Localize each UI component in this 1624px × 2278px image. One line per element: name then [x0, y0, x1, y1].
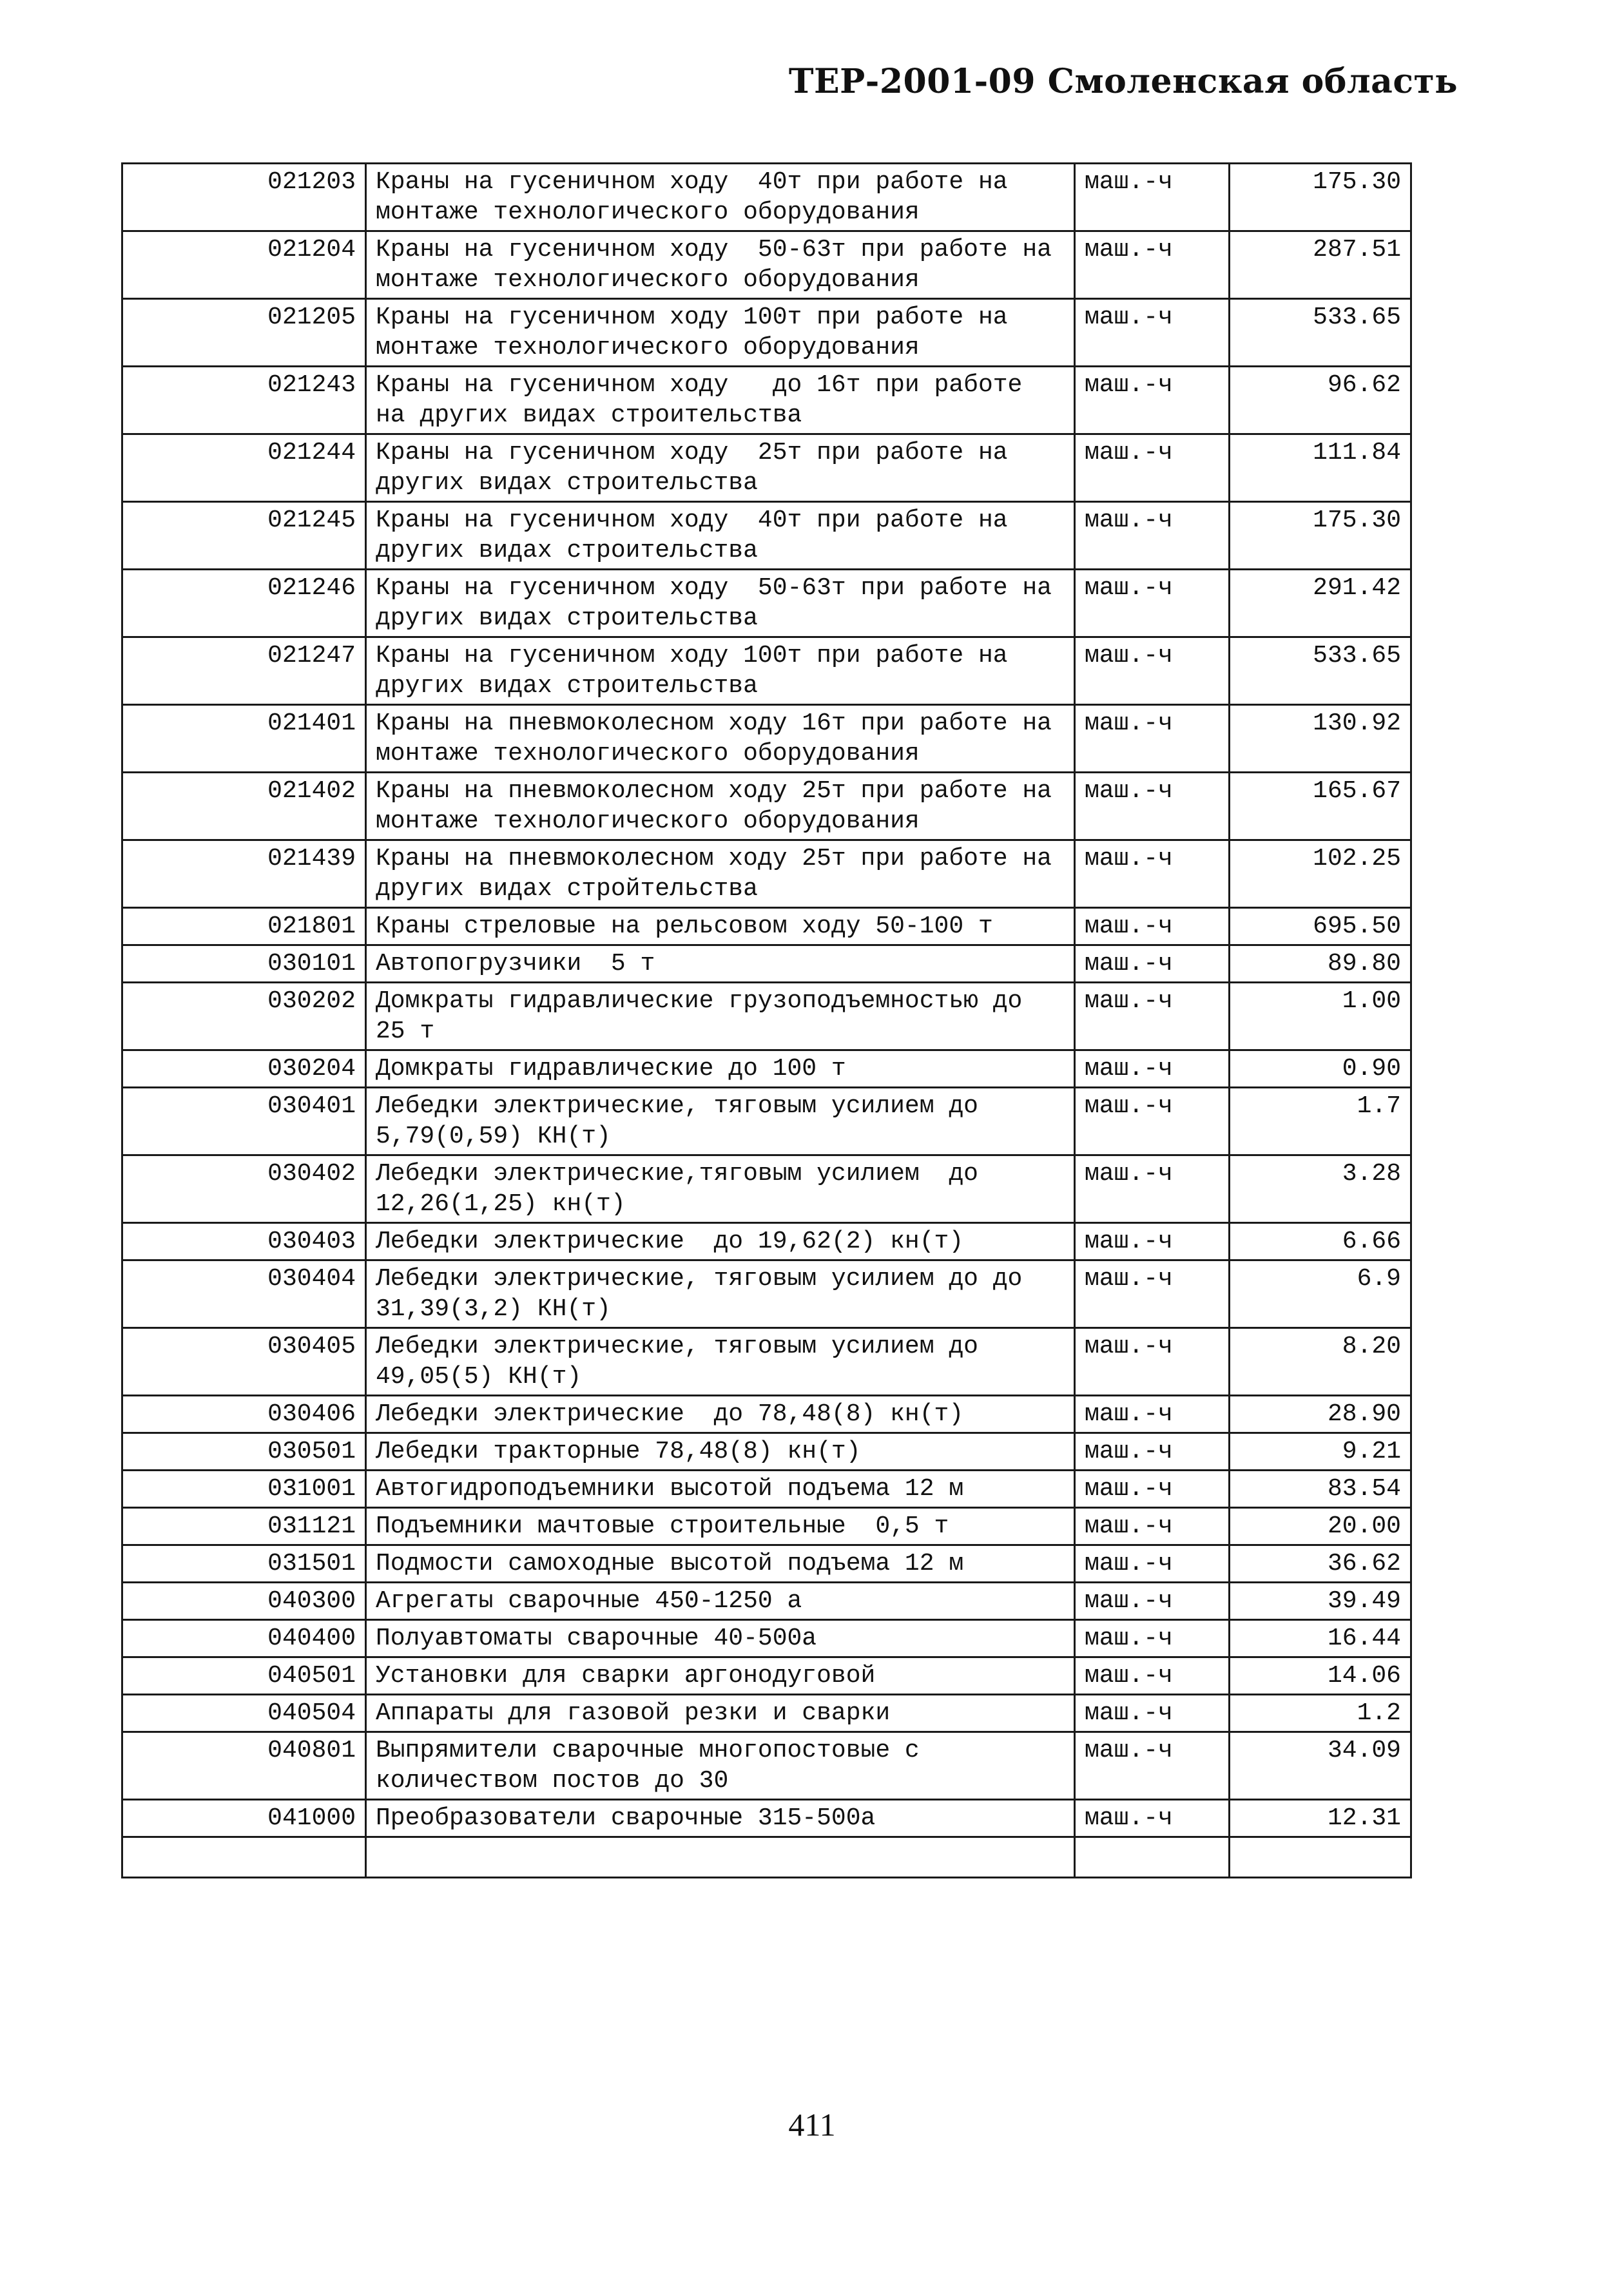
table-row: [122, 983, 1411, 1050]
name-cell: Краны на пневмоколесном ходу 25т при работе на монтаже технологического оборудования: [366, 773, 1075, 840]
rate-cell: 175.30: [1230, 502, 1411, 570]
rate-cell: 111.84: [1230, 434, 1411, 502]
rates-table-body: [122, 164, 1411, 1878]
unit-cell: маш.-ч: [1075, 1328, 1230, 1396]
rate-cell: 6.66: [1230, 1223, 1411, 1260]
rate-cell: 695.50: [1230, 908, 1411, 945]
empty-cell: [122, 1837, 366, 1878]
page-number: 411: [788, 2107, 836, 2143]
name-cell: Краны на гусеничном ходу до 16т при работе на других видах строительства: [366, 367, 1075, 434]
rate-cell: 3.28: [1230, 1155, 1411, 1223]
code-cell: 031121: [122, 1508, 366, 1545]
table-row: [122, 1695, 1411, 1732]
name-cell: Лебедки электрические до 19,62(2) кн(т): [366, 1223, 1075, 1260]
name-cell: Краны на гусеничном ходу 50-63т при работе на других видах строительства: [366, 570, 1075, 637]
rate-cell: 96.62: [1230, 367, 1411, 434]
table-row: [122, 1328, 1411, 1396]
code-cell: 030406: [122, 1396, 366, 1433]
unit-cell: маш.-ч: [1075, 1545, 1230, 1583]
rate-cell: 1.2: [1230, 1695, 1411, 1732]
unit-cell: маш.-ч: [1075, 1695, 1230, 1732]
rate-cell: 0.90: [1230, 1050, 1411, 1088]
table-row: [122, 1800, 1411, 1837]
code-cell: 021203: [122, 164, 366, 231]
unit-cell: маш.-ч: [1075, 1800, 1230, 1837]
table-row: [122, 908, 1411, 945]
name-cell: Домкраты гидравлические до 100 т: [366, 1050, 1075, 1088]
code-cell: 021204: [122, 231, 366, 299]
unit-cell: маш.-ч: [1075, 1657, 1230, 1695]
table-row: [122, 945, 1411, 983]
code-cell: 030405: [122, 1328, 366, 1396]
unit-cell: маш.-ч: [1075, 1155, 1230, 1223]
code-cell: 021205: [122, 299, 366, 367]
code-cell: 021401: [122, 705, 366, 773]
name-cell: Подмости самоходные высотой подъема 12 м: [366, 1545, 1075, 1583]
unit-cell: маш.-ч: [1075, 299, 1230, 367]
rate-cell: 1.00: [1230, 983, 1411, 1050]
empty-cell: [366, 1837, 1075, 1878]
unit-cell: маш.-ч: [1075, 705, 1230, 773]
table-row: [122, 299, 1411, 367]
code-cell: 021246: [122, 570, 366, 637]
code-cell: 040300: [122, 1583, 366, 1620]
code-cell: 030402: [122, 1155, 366, 1223]
rate-cell: 39.49: [1230, 1583, 1411, 1620]
rate-cell: 287.51: [1230, 231, 1411, 299]
rate-cell: 533.65: [1230, 637, 1411, 705]
unit-cell: маш.-ч: [1075, 840, 1230, 908]
table-row: [122, 1396, 1411, 1433]
name-cell: Краны на пневмоколесном ходу 25т при работе на других видах стройтельства: [366, 840, 1075, 908]
unit-cell: маш.-ч: [1075, 1050, 1230, 1088]
rate-cell: 12.31: [1230, 1800, 1411, 1837]
unit-cell: маш.-ч: [1075, 1508, 1230, 1545]
name-cell: Лебедки электрические до 78,48(8) кн(т): [366, 1396, 1075, 1433]
table-row: [122, 1545, 1411, 1583]
table-row: [122, 231, 1411, 299]
table-row: [122, 502, 1411, 570]
name-cell: Преобразователи сварочные 315-500а: [366, 1800, 1075, 1837]
rate-cell: 34.09: [1230, 1732, 1411, 1800]
code-cell: 021245: [122, 502, 366, 570]
table-row: [122, 1155, 1411, 1223]
name-cell: Установки для сварки аргонодуговой: [366, 1657, 1075, 1695]
unit-cell: маш.-ч: [1075, 1583, 1230, 1620]
unit-cell: маш.-ч: [1075, 983, 1230, 1050]
name-cell: Краны на гусеничном ходу 100т при работе на монтаже технологического оборудования: [366, 299, 1075, 367]
name-cell: Домкраты гидравлические грузоподъемностью до 25 т: [366, 983, 1075, 1050]
rate-cell: 83.54: [1230, 1471, 1411, 1508]
name-cell: Краны на гусеничном ходу 50-63т при работе на монтаже технологического оборудования: [366, 231, 1075, 299]
rate-cell: 1.7: [1230, 1088, 1411, 1155]
table-row: [122, 1260, 1411, 1328]
rate-cell: 533.65: [1230, 299, 1411, 367]
rate-cell: 36.62: [1230, 1545, 1411, 1583]
rate-cell: 175.30: [1230, 164, 1411, 231]
table-row: [122, 1433, 1411, 1471]
unit-cell: маш.-ч: [1075, 164, 1230, 231]
name-cell: Лебедки тракторные 78,48(8) кн(т): [366, 1433, 1075, 1471]
code-cell: 030204: [122, 1050, 366, 1088]
code-cell: 030401: [122, 1088, 366, 1155]
unit-cell: маш.-ч: [1075, 1260, 1230, 1328]
rate-cell: 8.20: [1230, 1328, 1411, 1396]
table-row: [122, 840, 1411, 908]
code-cell: 021247: [122, 637, 366, 705]
table-row: [122, 705, 1411, 773]
code-cell: 030202: [122, 983, 366, 1050]
code-cell: 021243: [122, 367, 366, 434]
unit-cell: маш.-ч: [1075, 773, 1230, 840]
table-row: [122, 637, 1411, 705]
rate-cell: 14.06: [1230, 1657, 1411, 1695]
table-row: [122, 164, 1411, 231]
name-cell: Краны на пневмоколесном ходу 16т при работе на монтаже технологического оборудования: [366, 705, 1075, 773]
rate-cell: 291.42: [1230, 570, 1411, 637]
code-cell: 031001: [122, 1471, 366, 1508]
rate-cell: 102.25: [1230, 840, 1411, 908]
unit-cell: маш.-ч: [1075, 908, 1230, 945]
code-cell: 030101: [122, 945, 366, 983]
unit-cell: маш.-ч: [1075, 1471, 1230, 1508]
code-cell: 021244: [122, 434, 366, 502]
table-row: [122, 570, 1411, 637]
table-row: [122, 434, 1411, 502]
rate-cell: 89.80: [1230, 945, 1411, 983]
table-row: [122, 773, 1411, 840]
name-cell: Краны на гусеничном ходу 40т при работе на других видах строительства: [366, 502, 1075, 570]
rate-cell: 9.21: [1230, 1433, 1411, 1471]
table-row: [122, 1088, 1411, 1155]
unit-cell: маш.-ч: [1075, 367, 1230, 434]
empty-cell: [1075, 1837, 1230, 1878]
empty-cell: [1230, 1837, 1411, 1878]
unit-cell: маш.-ч: [1075, 1620, 1230, 1657]
name-cell: Аппараты для газовой резки и сварки: [366, 1695, 1075, 1732]
name-cell: Лебедки электрические, тяговым усилием до до 31,39(3,2) КН(т): [366, 1260, 1075, 1328]
code-cell: 040501: [122, 1657, 366, 1695]
unit-cell: маш.-ч: [1075, 1433, 1230, 1471]
rate-cell: 165.67: [1230, 773, 1411, 840]
table-row: [122, 1471, 1411, 1508]
code-cell: 021402: [122, 773, 366, 840]
unit-cell: маш.-ч: [1075, 502, 1230, 570]
table-row: [122, 1620, 1411, 1657]
table-row: [122, 1657, 1411, 1695]
name-cell: Лебедки электрические, тяговым усилием до 5,79(0,59) КН(т): [366, 1088, 1075, 1155]
name-cell: Агрегаты сварочные 450-1250 а: [366, 1583, 1075, 1620]
name-cell: Лебедки электрические, тяговым усилием до 49,05(5) КН(т): [366, 1328, 1075, 1396]
table-row: [122, 1508, 1411, 1545]
rate-cell: 28.90: [1230, 1396, 1411, 1433]
rate-cell: 20.00: [1230, 1508, 1411, 1545]
table-row: [122, 1583, 1411, 1620]
table-empty-row: [122, 1837, 1411, 1878]
machine-rates-table: [121, 162, 1412, 1878]
table-row: [122, 367, 1411, 434]
name-cell: Автопогрузчики 5 т: [366, 945, 1075, 983]
unit-cell: маш.-ч: [1075, 637, 1230, 705]
unit-cell: маш.-ч: [1075, 231, 1230, 299]
name-cell: Автогидроподъемники высотой подъема 12 м: [366, 1471, 1075, 1508]
unit-cell: маш.-ч: [1075, 570, 1230, 637]
table-row: [122, 1732, 1411, 1800]
unit-cell: маш.-ч: [1075, 1732, 1230, 1800]
table-row: [122, 1223, 1411, 1260]
name-cell: Лебедки электрические,тяговым усилием до 12,26(1,25) кн(т): [366, 1155, 1075, 1223]
name-cell: Выпрямители сварочные многопостовые с количеством постов до 30: [366, 1732, 1075, 1800]
code-cell: 030501: [122, 1433, 366, 1471]
code-cell: 021439: [122, 840, 366, 908]
unit-cell: маш.-ч: [1075, 434, 1230, 502]
rate-cell: 130.92: [1230, 705, 1411, 773]
code-cell: 031501: [122, 1545, 366, 1583]
code-cell: 030403: [122, 1223, 366, 1260]
name-cell: Краны на гусеничном ходу 100т при работе на других видах строительства: [366, 637, 1075, 705]
code-cell: 041000: [122, 1800, 366, 1837]
name-cell: Краны на гусеничном ходу 40т при работе на монтаже технологического оборудования: [366, 164, 1075, 231]
unit-cell: маш.-ч: [1075, 1223, 1230, 1260]
table-row: [122, 1050, 1411, 1088]
unit-cell: маш.-ч: [1075, 1088, 1230, 1155]
name-cell: Подъемники мачтовые строительные 0,5 т: [366, 1508, 1075, 1545]
code-cell: 040400: [122, 1620, 366, 1657]
document-header-title: ТЕР-2001-09 Смоленская область: [788, 62, 1458, 101]
rate-cell: 16.44: [1230, 1620, 1411, 1657]
code-cell: 040801: [122, 1732, 366, 1800]
unit-cell: маш.-ч: [1075, 945, 1230, 983]
code-cell: 030404: [122, 1260, 366, 1328]
unit-cell: маш.-ч: [1075, 1396, 1230, 1433]
name-cell: Краны стреловые на рельсовом ходу 50-100 т: [366, 908, 1075, 945]
code-cell: 040504: [122, 1695, 366, 1732]
name-cell: Полуавтоматы сварочные 40-500а: [366, 1620, 1075, 1657]
rate-cell: 6.9: [1230, 1260, 1411, 1328]
name-cell: Краны на гусеничном ходу 25т при работе на других видах строительства: [366, 434, 1075, 502]
code-cell: 021801: [122, 908, 366, 945]
